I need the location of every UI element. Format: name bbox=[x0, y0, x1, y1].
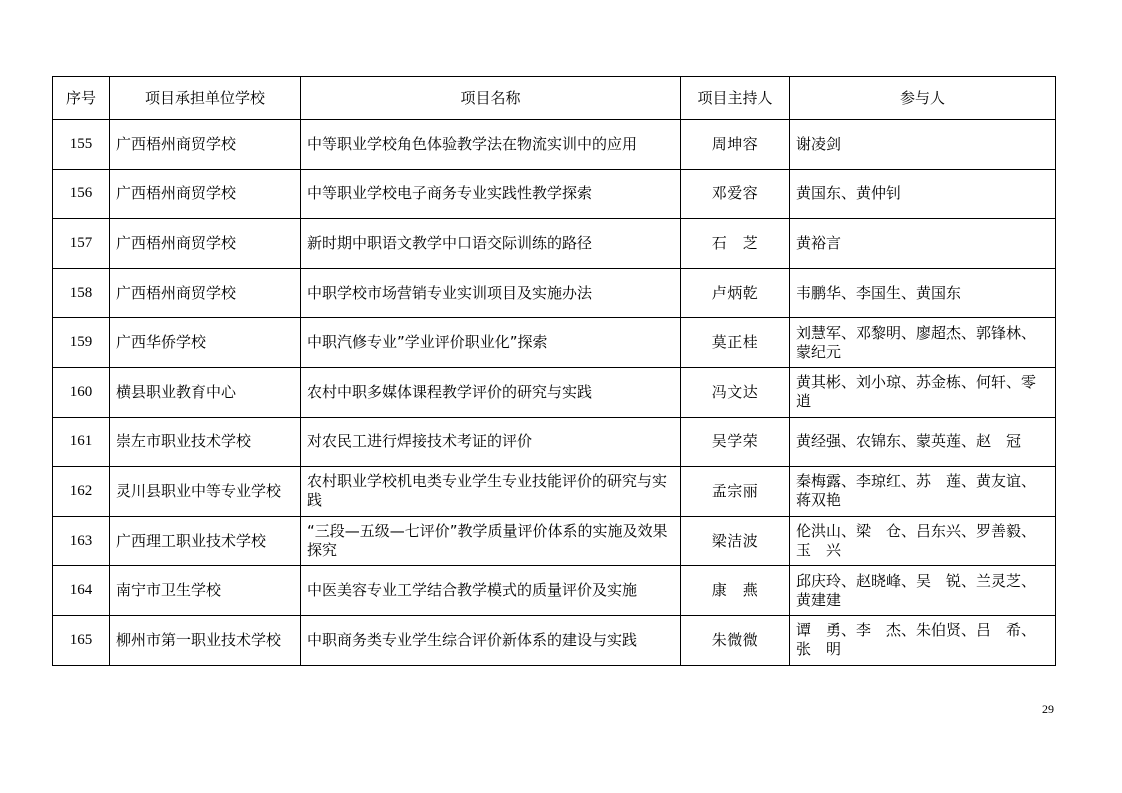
row-school: 灵川县职业中等专业学校 bbox=[110, 467, 301, 517]
row-number: 158 bbox=[53, 268, 110, 318]
row-leader: 孟宗丽 bbox=[681, 467, 790, 517]
row-project: “三段—五级—七评价”教学质量评价体系的实施及效果探究 bbox=[301, 516, 681, 566]
row-school: 广西梧州商贸学校 bbox=[110, 169, 301, 219]
row-school: 广西梧州商贸学校 bbox=[110, 219, 301, 269]
row-number: 160 bbox=[53, 367, 110, 417]
table-row bbox=[53, 268, 1056, 318]
row-number: 162 bbox=[53, 467, 110, 517]
row-leader: 康 燕 bbox=[681, 566, 790, 616]
row-project: 新时期中职语文教学中口语交际训练的路径 bbox=[301, 219, 681, 269]
table-row bbox=[53, 120, 1056, 170]
row-members: 谢凌剑 bbox=[790, 120, 1056, 170]
row-school: 广西梧州商贸学校 bbox=[110, 268, 301, 318]
row-school: 崇左市职业技术学校 bbox=[110, 417, 301, 467]
row-school: 广西理工职业技术学校 bbox=[110, 516, 301, 566]
row-school: 广西华侨学校 bbox=[110, 318, 301, 368]
table-row bbox=[53, 516, 1056, 566]
header-number: 序号 bbox=[53, 77, 110, 120]
row-project: 农村职业学校机电类专业学生专业技能评价的研究与实践 bbox=[301, 467, 681, 517]
table-row bbox=[53, 318, 1056, 368]
row-leader: 石 芝 bbox=[681, 219, 790, 269]
project-table bbox=[52, 76, 1056, 666]
row-number: 165 bbox=[53, 615, 110, 665]
row-leader: 周坤容 bbox=[681, 120, 790, 170]
row-leader: 莫正桂 bbox=[681, 318, 790, 368]
row-leader: 吴学荣 bbox=[681, 417, 790, 467]
row-number: 161 bbox=[53, 417, 110, 467]
row-members: 谭 勇、李 杰、朱伯贤、吕 希、张 明 bbox=[790, 615, 1056, 665]
row-members: 伦洪山、梁 仓、吕东兴、罗善毅、玉 兴 bbox=[790, 516, 1056, 566]
row-project: 中职学校市场营销专业实训项目及实施办法 bbox=[301, 268, 681, 318]
row-project: 对农民工进行焊接技术考证的评价 bbox=[301, 417, 681, 467]
row-leader: 卢炳乾 bbox=[681, 268, 790, 318]
row-members: 刘慧军、邓黎明、廖超杰、郭锋林、蒙纪元 bbox=[790, 318, 1056, 368]
row-number: 157 bbox=[53, 219, 110, 269]
row-number: 163 bbox=[53, 516, 110, 566]
row-project: 中等职业学校角色体验教学法在物流实训中的应用 bbox=[301, 120, 681, 170]
row-members: 韦鹏华、李国生、黄国东 bbox=[790, 268, 1056, 318]
table-row bbox=[53, 566, 1056, 616]
table-header-row bbox=[53, 77, 1056, 120]
row-members: 黄其彬、刘小琼、苏金栋、何轩、零逍 bbox=[790, 367, 1056, 417]
header-project: 项目名称 bbox=[301, 77, 681, 120]
project-table-container bbox=[52, 76, 1055, 666]
row-leader: 梁洁波 bbox=[681, 516, 790, 566]
table-row bbox=[53, 367, 1056, 417]
header-leader: 项目主持人 bbox=[681, 77, 790, 120]
row-leader: 朱微微 bbox=[681, 615, 790, 665]
row-school: 横县职业教育中心 bbox=[110, 367, 301, 417]
row-school: 南宁市卫生学校 bbox=[110, 566, 301, 616]
row-school: 柳州市第一职业技术学校 bbox=[110, 615, 301, 665]
header-school: 项目承担单位学校 bbox=[110, 77, 301, 120]
row-number: 156 bbox=[53, 169, 110, 219]
row-project: 农村中职多媒体课程教学评价的研究与实践 bbox=[301, 367, 681, 417]
row-school: 广西梧州商贸学校 bbox=[110, 120, 301, 170]
row-leader: 冯文达 bbox=[681, 367, 790, 417]
row-project: 中职汽修专业”学业评价职业化”探索 bbox=[301, 318, 681, 368]
table-row bbox=[53, 219, 1056, 269]
table-row bbox=[53, 169, 1056, 219]
row-members: 黄经强、农锦东、蒙英莲、赵 冠 bbox=[790, 417, 1056, 467]
table-row bbox=[53, 615, 1056, 665]
header-members: 参与人 bbox=[790, 77, 1056, 120]
table-row bbox=[53, 417, 1056, 467]
row-project: 中职商务类专业学生综合评价新体系的建设与实践 bbox=[301, 615, 681, 665]
row-number: 159 bbox=[53, 318, 110, 368]
row-number: 155 bbox=[53, 120, 110, 170]
row-members: 邱庆玲、赵晓峰、吴 锐、兰灵芝、黄建建 bbox=[790, 566, 1056, 616]
page-number: 29 bbox=[1042, 702, 1054, 716]
row-members: 黄裕言 bbox=[790, 219, 1056, 269]
row-members: 秦梅露、李琼红、苏 莲、黄友谊、蒋双艳 bbox=[790, 467, 1056, 517]
table-row bbox=[53, 467, 1056, 517]
row-project: 中等职业学校电子商务专业实践性教学探索 bbox=[301, 169, 681, 219]
row-members: 黄国东、黄仲钊 bbox=[790, 169, 1056, 219]
row-leader: 邓爱容 bbox=[681, 169, 790, 219]
row-project: 中医美容专业工学结合教学模式的质量评价及实施 bbox=[301, 566, 681, 616]
row-number: 164 bbox=[53, 566, 110, 616]
